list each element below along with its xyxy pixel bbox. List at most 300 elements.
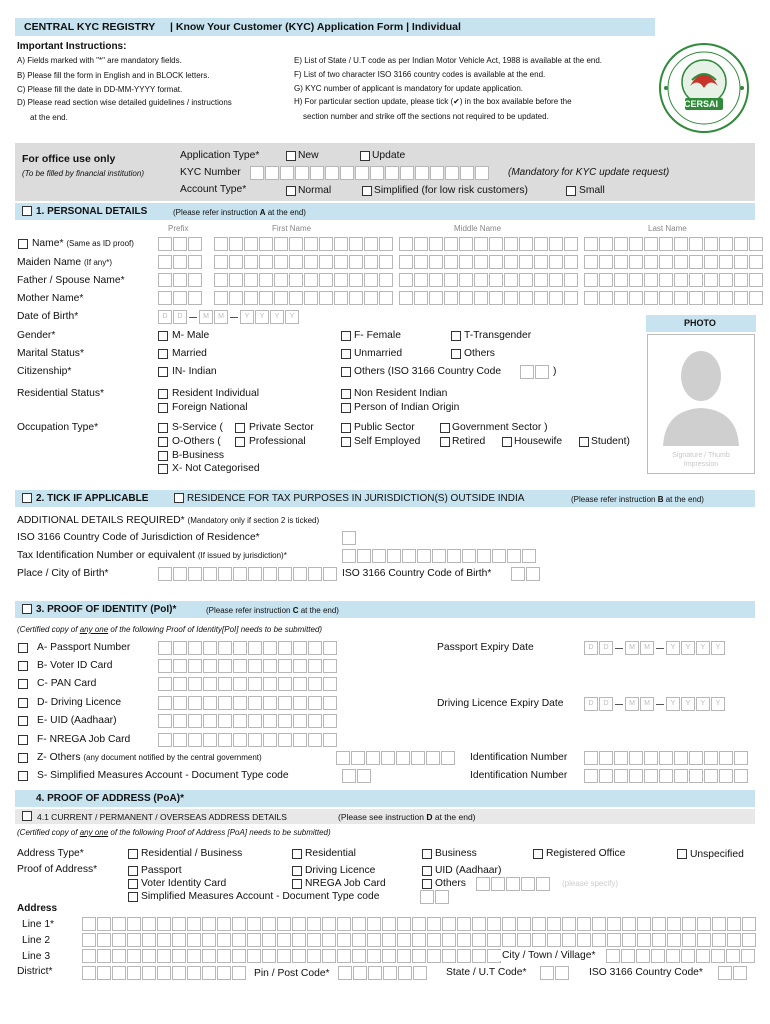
char-box[interactable]: [491, 877, 505, 891]
nrega-card-checkbox[interactable]: [18, 735, 28, 745]
char-box[interactable]: [442, 949, 456, 963]
char-box[interactable]: [304, 273, 318, 287]
char-box[interactable]: [173, 696, 187, 710]
char-box[interactable]: [477, 549, 491, 563]
res-bus-checkbox[interactable]: [128, 849, 138, 859]
char-box[interactable]: [430, 166, 444, 180]
char-box[interactable]: [310, 166, 324, 180]
char-box[interactable]: [158, 255, 172, 269]
char-box[interactable]: [349, 291, 363, 305]
char-box[interactable]: [277, 949, 291, 963]
iso-jur-boxes[interactable]: [342, 531, 357, 545]
char-box[interactable]: [682, 917, 696, 931]
professional-checkbox[interactable]: [235, 437, 245, 447]
char-box[interactable]: [704, 751, 718, 765]
char-box[interactable]: [519, 291, 533, 305]
char-box[interactable]: [202, 966, 216, 980]
section41-checkbox[interactable]: [22, 811, 32, 821]
char-box[interactable]: [262, 949, 276, 963]
char-box[interactable]: [382, 949, 396, 963]
char-box[interactable]: [534, 291, 548, 305]
char-box[interactable]: [158, 567, 172, 581]
char-box[interactable]: [263, 567, 277, 581]
char-box[interactable]: [622, 917, 636, 931]
oothers-checkbox[interactable]: [158, 437, 168, 447]
char-box[interactable]: [517, 933, 531, 947]
char-box[interactable]: [681, 949, 695, 963]
char-box[interactable]: [397, 917, 411, 931]
char-box[interactable]: [259, 273, 273, 287]
char-box[interactable]: [682, 933, 696, 947]
male-checkbox[interactable]: [158, 331, 168, 341]
char-box[interactable]: [629, 237, 643, 251]
char-box[interactable]: [667, 917, 681, 931]
char-box[interactable]: [674, 273, 688, 287]
char-box[interactable]: [689, 769, 703, 783]
char-box[interactable]: [547, 933, 561, 947]
char-box[interactable]: [158, 677, 172, 691]
poa-simplified-checkbox[interactable]: [128, 892, 138, 902]
char-box[interactable]: [319, 237, 333, 251]
char-box[interactable]: [203, 714, 217, 728]
date-char-box[interactable]: M: [625, 641, 639, 655]
char-box[interactable]: [564, 273, 578, 287]
char-box[interactable]: [323, 733, 337, 747]
char-box[interactable]: [474, 291, 488, 305]
tin-boxes[interactable]: [342, 549, 537, 563]
char-box[interactable]: [399, 255, 413, 269]
service-checkbox[interactable]: [158, 423, 168, 433]
char-box[interactable]: [172, 966, 186, 980]
name-box-group[interactable]: [158, 273, 203, 287]
char-box[interactable]: [502, 917, 516, 931]
char-box[interactable]: [504, 237, 518, 251]
char-box[interactable]: [734, 291, 748, 305]
char-box[interactable]: [427, 949, 441, 963]
char-box[interactable]: [507, 549, 521, 563]
char-box[interactable]: [289, 291, 303, 305]
char-box[interactable]: [262, 917, 276, 931]
name-box-group[interactable]: [584, 237, 764, 251]
char-box[interactable]: [214, 291, 228, 305]
date-char-box[interactable]: D: [173, 310, 187, 324]
private-checkbox[interactable]: [235, 423, 245, 433]
iso-birth-boxes[interactable]: [511, 567, 541, 581]
char-box[interactable]: [599, 291, 613, 305]
char-box[interactable]: [158, 641, 172, 655]
driving-licence-boxes[interactable]: [158, 696, 338, 710]
char-box[interactable]: [97, 917, 111, 931]
char-box[interactable]: [82, 933, 96, 947]
uid-aadhaar-boxes[interactable]: [158, 714, 338, 728]
char-box[interactable]: [244, 237, 258, 251]
char-box[interactable]: [319, 255, 333, 269]
self-checkbox[interactable]: [341, 437, 351, 447]
char-box[interactable]: [414, 237, 428, 251]
date-char-box[interactable]: D: [599, 641, 613, 655]
char-box[interactable]: [248, 677, 262, 691]
char-box[interactable]: [704, 273, 718, 287]
char-box[interactable]: [379, 291, 393, 305]
public-checkbox[interactable]: [341, 423, 351, 433]
char-box[interactable]: [689, 237, 703, 251]
pin-boxes[interactable]: [338, 966, 428, 980]
char-box[interactable]: [202, 949, 216, 963]
char-box[interactable]: [659, 273, 673, 287]
char-box[interactable]: [592, 917, 606, 931]
char-box[interactable]: [278, 641, 292, 655]
char-box[interactable]: [357, 769, 371, 783]
char-box[interactable]: [203, 733, 217, 747]
char-box[interactable]: [188, 567, 202, 581]
char-box[interactable]: [462, 549, 476, 563]
char-box[interactable]: [280, 166, 294, 180]
char-box[interactable]: [337, 933, 351, 947]
name-box-group[interactable]: [399, 237, 579, 251]
char-box[interactable]: [308, 677, 322, 691]
char-box[interactable]: [351, 751, 365, 765]
update-checkbox[interactable]: [360, 151, 370, 161]
char-box[interactable]: [629, 769, 643, 783]
char-box[interactable]: [278, 733, 292, 747]
char-box[interactable]: [323, 677, 337, 691]
char-box[interactable]: [173, 659, 187, 673]
char-box[interactable]: [214, 255, 228, 269]
char-box[interactable]: [217, 966, 231, 980]
char-box[interactable]: [442, 933, 456, 947]
normal-checkbox[interactable]: [286, 186, 296, 196]
char-box[interactable]: [426, 751, 440, 765]
char-box[interactable]: [704, 769, 718, 783]
char-box[interactable]: [203, 659, 217, 673]
char-box[interactable]: [263, 641, 277, 655]
char-box[interactable]: [82, 966, 96, 980]
char-box[interactable]: [549, 291, 563, 305]
char-box[interactable]: [398, 966, 412, 980]
char-box[interactable]: [584, 291, 598, 305]
char-box[interactable]: [293, 733, 307, 747]
char-box[interactable]: [188, 733, 202, 747]
date-char-box[interactable]: Y: [255, 310, 269, 324]
char-box[interactable]: [293, 677, 307, 691]
char-box[interactable]: [293, 567, 307, 581]
char-box[interactable]: [188, 659, 202, 673]
char-box[interactable]: [414, 291, 428, 305]
char-box[interactable]: [719, 237, 733, 251]
char-box[interactable]: [459, 237, 473, 251]
char-box[interactable]: [82, 949, 96, 963]
char-box[interactable]: [334, 273, 348, 287]
char-box[interactable]: [325, 166, 339, 180]
char-box[interactable]: [293, 659, 307, 673]
char-box[interactable]: [187, 966, 201, 980]
char-box[interactable]: [502, 933, 516, 947]
char-box[interactable]: [519, 273, 533, 287]
char-box[interactable]: [319, 291, 333, 305]
char-box[interactable]: [564, 255, 578, 269]
char-box[interactable]: [689, 291, 703, 305]
name-box-group[interactable]: [158, 291, 203, 305]
char-box[interactable]: [366, 751, 380, 765]
char-box[interactable]: [659, 255, 673, 269]
char-box[interactable]: [263, 696, 277, 710]
married-checkbox[interactable]: [158, 349, 168, 359]
char-box[interactable]: [259, 255, 273, 269]
char-box[interactable]: [173, 733, 187, 747]
char-box[interactable]: [429, 237, 443, 251]
char-box[interactable]: [340, 166, 354, 180]
char-box[interactable]: [247, 917, 261, 931]
char-box[interactable]: [308, 696, 322, 710]
char-box[interactable]: [304, 255, 318, 269]
char-box[interactable]: [522, 549, 536, 563]
char-box[interactable]: [697, 917, 711, 931]
char-box[interactable]: [187, 917, 201, 931]
char-box[interactable]: [218, 567, 232, 581]
char-box[interactable]: [323, 567, 337, 581]
char-box[interactable]: [532, 917, 546, 931]
char-box[interactable]: [307, 949, 321, 963]
char-box[interactable]: [218, 696, 232, 710]
char-box[interactable]: [659, 237, 673, 251]
char-box[interactable]: [293, 641, 307, 655]
char-box[interactable]: [584, 255, 598, 269]
char-box[interactable]: [726, 949, 740, 963]
char-box[interactable]: [697, 933, 711, 947]
char-box[interactable]: [457, 933, 471, 947]
char-box[interactable]: [233, 733, 247, 747]
date-char-box[interactable]: M: [199, 310, 213, 324]
char-box[interactable]: [319, 273, 333, 287]
char-box[interactable]: [472, 933, 486, 947]
char-box[interactable]: [97, 933, 111, 947]
ident-no2-boxes[interactable]: [584, 769, 749, 783]
char-box[interactable]: [712, 933, 726, 947]
char-box[interactable]: [307, 917, 321, 931]
char-box[interactable]: [549, 255, 563, 269]
name-box-group[interactable]: [584, 255, 764, 269]
char-box[interactable]: [337, 917, 351, 931]
char-box[interactable]: [667, 933, 681, 947]
char-box[interactable]: [674, 237, 688, 251]
char-box[interactable]: [278, 714, 292, 728]
name-box-group[interactable]: [399, 273, 579, 287]
char-box[interactable]: [322, 949, 336, 963]
char-box[interactable]: [337, 949, 351, 963]
char-box[interactable]: [429, 291, 443, 305]
char-box[interactable]: [459, 255, 473, 269]
name-box-group[interactable]: [214, 237, 394, 251]
char-box[interactable]: [614, 751, 628, 765]
char-box[interactable]: [214, 237, 228, 251]
char-box[interactable]: [534, 273, 548, 287]
char-box[interactable]: [172, 949, 186, 963]
city-boxes[interactable]: [606, 949, 756, 963]
char-box[interactable]: [323, 696, 337, 710]
char-box[interactable]: [385, 166, 399, 180]
female-checkbox[interactable]: [341, 331, 351, 341]
char-box[interactable]: [719, 751, 733, 765]
char-box[interactable]: [247, 933, 261, 947]
char-box[interactable]: [367, 949, 381, 963]
char-box[interactable]: [487, 949, 501, 963]
char-box[interactable]: [364, 255, 378, 269]
char-box[interactable]: [217, 949, 231, 963]
date-char-box[interactable]: Y: [270, 310, 284, 324]
char-box[interactable]: [517, 917, 531, 931]
char-box[interactable]: [323, 641, 337, 655]
char-box[interactable]: [338, 966, 352, 980]
char-box[interactable]: [606, 949, 620, 963]
char-box[interactable]: [637, 933, 651, 947]
char-box[interactable]: [158, 696, 172, 710]
char-box[interactable]: [292, 933, 306, 947]
char-box[interactable]: [218, 677, 232, 691]
poa-others-boxes[interactable]: [476, 877, 551, 891]
name-box-group[interactable]: [158, 255, 203, 269]
char-box[interactable]: [263, 659, 277, 673]
char-box[interactable]: [536, 877, 550, 891]
char-box[interactable]: [396, 751, 410, 765]
char-box[interactable]: [402, 549, 416, 563]
char-box[interactable]: [334, 237, 348, 251]
char-box[interactable]: [444, 237, 458, 251]
char-box[interactable]: [415, 166, 429, 180]
date-char-box[interactable]: Y: [666, 697, 680, 711]
char-box[interactable]: [127, 966, 141, 980]
char-box[interactable]: [489, 273, 503, 287]
char-box[interactable]: [445, 166, 459, 180]
date-char-box[interactable]: Y: [666, 641, 680, 655]
char-box[interactable]: [229, 273, 243, 287]
char-box[interactable]: [157, 966, 171, 980]
char-box[interactable]: [382, 917, 396, 931]
char-box[interactable]: [278, 696, 292, 710]
kyc-number-boxes[interactable]: [250, 166, 490, 180]
char-box[interactable]: [157, 933, 171, 947]
simplified-checkbox[interactable]: [362, 186, 372, 196]
uid-aadhaar-checkbox[interactable]: [18, 716, 28, 726]
char-box[interactable]: [244, 291, 258, 305]
char-box[interactable]: [158, 659, 172, 673]
char-box[interactable]: [629, 255, 643, 269]
char-box[interactable]: [292, 917, 306, 931]
name-box-group[interactable]: [214, 255, 394, 269]
char-box[interactable]: [607, 917, 621, 931]
poa-passport-checkbox[interactable]: [128, 866, 138, 876]
char-box[interactable]: [614, 769, 628, 783]
char-box[interactable]: [742, 933, 756, 947]
char-box[interactable]: [349, 237, 363, 251]
char-box[interactable]: [293, 714, 307, 728]
char-box[interactable]: [399, 273, 413, 287]
char-box[interactable]: [549, 237, 563, 251]
char-box[interactable]: [622, 933, 636, 947]
char-box[interactable]: [372, 549, 386, 563]
char-box[interactable]: [158, 714, 172, 728]
char-box[interactable]: [188, 237, 202, 251]
char-box[interactable]: [487, 933, 501, 947]
char-box[interactable]: [218, 714, 232, 728]
char-box[interactable]: [614, 237, 628, 251]
state-boxes[interactable]: [540, 966, 570, 980]
char-box[interactable]: [157, 949, 171, 963]
char-box[interactable]: [214, 273, 228, 287]
char-box[interactable]: [278, 567, 292, 581]
date-char-box[interactable]: D: [599, 697, 613, 711]
name-box-group[interactable]: [399, 255, 579, 269]
char-box[interactable]: [142, 966, 156, 980]
char-box[interactable]: [444, 273, 458, 287]
residential-checkbox[interactable]: [292, 849, 302, 859]
dob-boxes[interactable]: [158, 310, 300, 324]
char-box[interactable]: [278, 659, 292, 673]
char-box[interactable]: [489, 255, 503, 269]
char-box[interactable]: [203, 641, 217, 655]
char-box[interactable]: [202, 933, 216, 947]
district-boxes[interactable]: [82, 966, 247, 980]
char-box[interactable]: [534, 237, 548, 251]
char-box[interactable]: [274, 255, 288, 269]
char-box[interactable]: [173, 273, 187, 287]
char-box[interactable]: [263, 714, 277, 728]
poa-simplified-boxes[interactable]: [420, 890, 450, 904]
char-box[interactable]: [248, 567, 262, 581]
pio-checkbox[interactable]: [341, 403, 351, 413]
char-box[interactable]: [719, 291, 733, 305]
addr-business-checkbox[interactable]: [422, 849, 432, 859]
date-char-box[interactable]: D: [158, 310, 172, 324]
char-box[interactable]: [173, 237, 187, 251]
char-box[interactable]: [188, 641, 202, 655]
char-box[interactable]: [599, 273, 613, 287]
char-box[interactable]: [379, 255, 393, 269]
char-box[interactable]: [674, 255, 688, 269]
char-box[interactable]: [112, 966, 126, 980]
char-box[interactable]: [293, 696, 307, 710]
char-box[interactable]: [749, 291, 763, 305]
line2-boxes[interactable]: [82, 933, 757, 947]
char-box[interactable]: [734, 751, 748, 765]
char-box[interactable]: [142, 917, 156, 931]
char-box[interactable]: [274, 237, 288, 251]
poa-nrega-checkbox[interactable]: [292, 879, 302, 889]
char-box[interactable]: [621, 949, 635, 963]
char-box[interactable]: [584, 237, 598, 251]
char-box[interactable]: [173, 641, 187, 655]
name-box-group[interactable]: [399, 291, 579, 305]
char-box[interactable]: [336, 751, 350, 765]
char-box[interactable]: [367, 933, 381, 947]
char-box[interactable]: [432, 549, 446, 563]
char-box[interactable]: [459, 273, 473, 287]
char-box[interactable]: [357, 549, 371, 563]
passport-number-boxes[interactable]: [158, 641, 338, 655]
char-box[interactable]: [364, 237, 378, 251]
char-box[interactable]: [472, 917, 486, 931]
char-box[interactable]: [82, 917, 96, 931]
char-box[interactable]: [519, 255, 533, 269]
date-char-box[interactable]: Y: [681, 697, 695, 711]
char-box[interactable]: [248, 641, 262, 655]
char-box[interactable]: [274, 273, 288, 287]
char-box[interactable]: [427, 917, 441, 931]
char-box[interactable]: [233, 659, 247, 673]
char-box[interactable]: [504, 273, 518, 287]
char-box[interactable]: [334, 291, 348, 305]
char-box[interactable]: [584, 273, 598, 287]
section2-checkbox[interactable]: [22, 493, 32, 503]
